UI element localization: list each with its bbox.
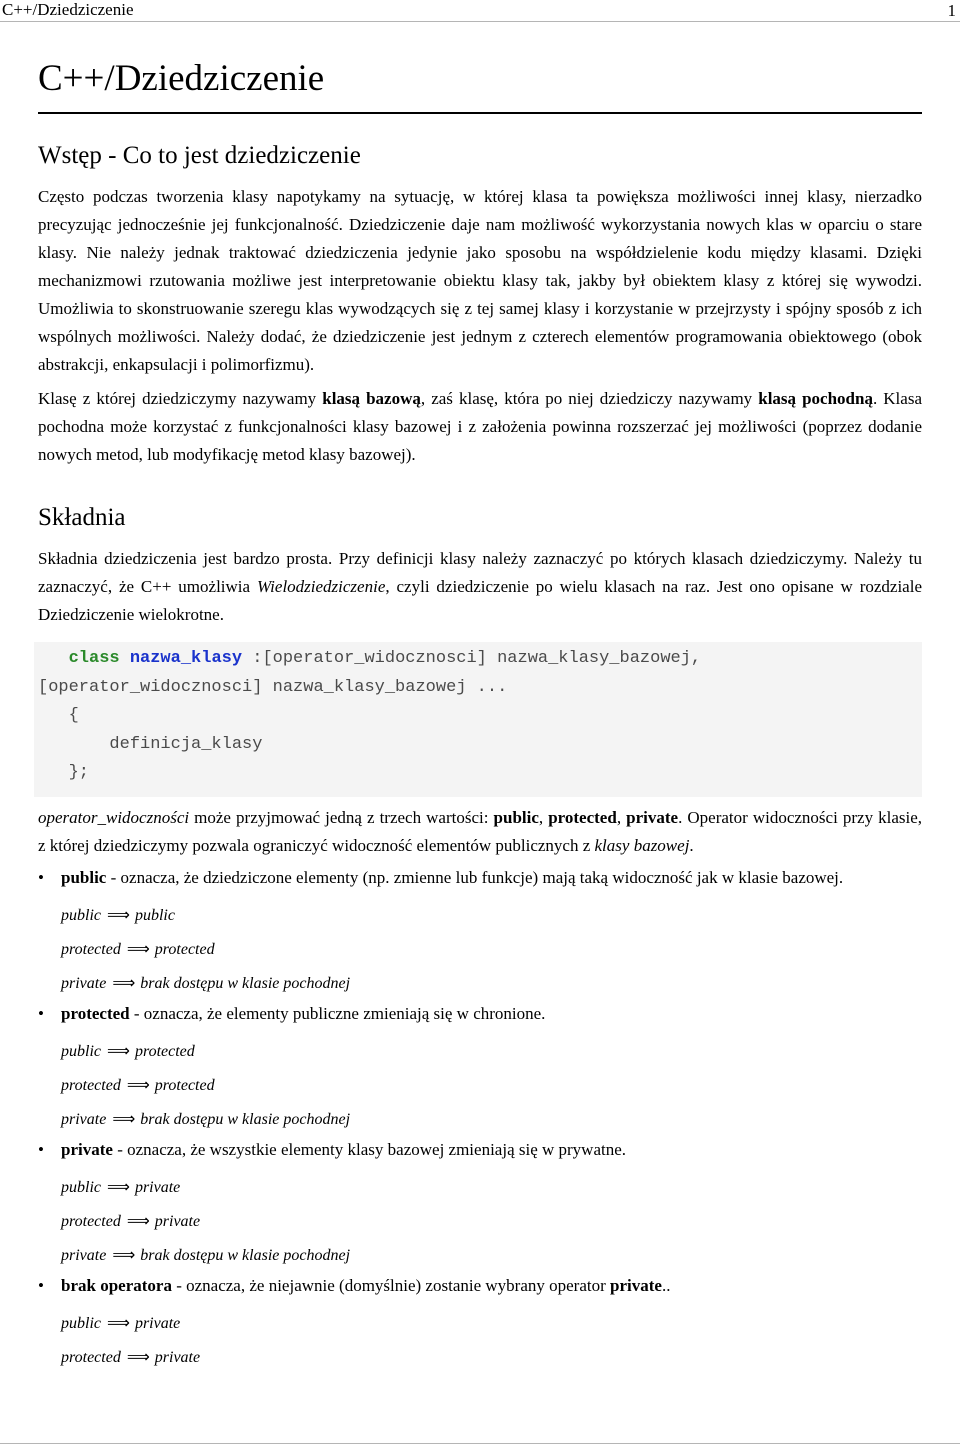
- text-run: , zaś klasę, która po niej dziedziczy nazywamy: [420, 389, 759, 408]
- footer-rule: [0, 1443, 960, 1444]
- text-run: .: [689, 835, 694, 855]
- text-run: Klasę z której dziedziczymy nazywamy: [38, 389, 323, 408]
- mapping-from: protected: [61, 1212, 121, 1230]
- text-run: ..: [661, 1275, 671, 1295]
- bullet-icon: •: [38, 1139, 44, 1159]
- double-arrow-icon: ⟹: [112, 1108, 136, 1128]
- text-run: Składnia dziedziczenia jest bardzo prosta. Przy definicji klasy należy zaznaczyć po których klasach dziedziczymy. Należy tu zaznaczyć, że C++ umożliwia: [38, 549, 922, 596]
- mapping-to: public: [134, 906, 175, 924]
- mapping-row: [61, 1340, 922, 1374]
- mapping-row: [61, 1204, 922, 1238]
- term-private: private: [626, 807, 679, 827]
- mapping-to: private: [154, 1212, 201, 1230]
- mapping-row: [61, 1068, 922, 1102]
- mapping-row: [61, 932, 922, 966]
- term-derived-class: klasą pochodną: [758, 389, 873, 408]
- code-line: [38, 645, 922, 674]
- syntax-paragraph: [38, 545, 922, 629]
- term-public: public: [493, 807, 539, 827]
- code-line: };: [38, 763, 90, 782]
- mapping-to: protected: [154, 1076, 215, 1094]
- double-arrow-icon: ⟹: [107, 904, 130, 924]
- mapping-row: [61, 1102, 922, 1136]
- page-number: 1: [947, 1, 956, 20]
- double-arrow-icon: ⟹: [126, 1210, 150, 1230]
- term-protected: protected: [548, 807, 617, 827]
- mapping-to: private: [134, 1314, 181, 1332]
- section-heading-intro: Wstęp - Co to jest dziedziczenie: [38, 142, 361, 169]
- list-item-public: [38, 864, 922, 892]
- header-rule: [0, 21, 960, 22]
- mapping-from: protected: [61, 1076, 121, 1094]
- code-line: {: [38, 706, 79, 725]
- mapping-to: private: [154, 1348, 201, 1366]
- mapping-row: [61, 1034, 922, 1068]
- item-description: - oznacza, że elementy publiczne zmieniają się w chronione.: [129, 1003, 546, 1023]
- text-run: . Klasa pochodna może korzystać z funkcjonalności klasy bazowej i z założenia powinna rozszerzać jej możliwości (poprzez dodanie nowych metod, lub modyfikację metod klasy bazowej).: [38, 389, 922, 464]
- mapping-from: public: [61, 906, 101, 924]
- term-operator: operator_widoczności: [38, 807, 190, 827]
- mapping-from: protected: [61, 940, 121, 958]
- mapping-from: private: [61, 1110, 107, 1128]
- text-run: , czyli dziedziczenie po wielu klasach na raz. Jest ono opisane w rozdziale Dziedziczenie wielokrotne.: [38, 577, 922, 624]
- term-base-class-italic: klasy bazowej: [594, 835, 690, 855]
- code-keyword: class: [68, 649, 120, 668]
- mapping-from: public: [61, 1178, 101, 1196]
- double-arrow-icon: ⟹: [126, 1346, 150, 1366]
- list-item-protected: [38, 1000, 922, 1028]
- mapping-row: [61, 1170, 922, 1204]
- code-text: :[operator_widocznosci] nazwa_klasy_bazowej,: [242, 649, 702, 668]
- bullet-icon: •: [38, 1275, 44, 1295]
- mapping-to: brak dostępu w klasie pochodnej: [140, 974, 351, 992]
- double-arrow-icon: ⟹: [126, 938, 150, 958]
- mapping-row: [61, 1306, 922, 1340]
- text-run: ,: [616, 807, 627, 827]
- item-title: public: [61, 867, 107, 887]
- list-item-private: [38, 1136, 922, 1164]
- text-run: . Operator widoczności przy klasie, z której dziedziczymy pozwala ograniczyć widoczność elementów publicznych z: [38, 807, 923, 855]
- item-description: - oznacza, że niejawnie (domyślnie) zostanie wybrany operator: [171, 1275, 611, 1295]
- intro-paragraph: Często podczas tworzenia klasy napotykamy na sytuację, w której klasa ta powiększa możliwości innej klasy, nierzadko precyzując jednocześnie jej funkcjonalność. Dziedziczenie daje nam możliwość wykorzystania nowych klas w oparciu o stare klasy. Nie należy jednak traktować dziedziczenia jedynie jako sposobu na współdzielenie kodu między klasami. Dzięki mechanizmowi rzutowania możliwe jest interpretowanie obiektu klasy tak, jakby był obiektem klasy z której się wywodzi. Umożliwia to skonstruowanie szeregu klas wywodzących się z tej samej klasy i korzystanie w przejrzysty i spójny sposób z ich wspólnych możliwości. Należy dodać, że dziedziczenie jest jednym z czterech elementów programowania obiektowego (obok abstrakcji, enkapsulacji i polimorfizmu).: [38, 187, 922, 374]
- code-block: [34, 642, 922, 797]
- text-run: ,: [538, 807, 549, 827]
- term-private: private: [610, 1275, 662, 1295]
- double-arrow-icon: ⟹: [107, 1176, 130, 1196]
- double-arrow-icon: ⟹: [126, 1074, 150, 1094]
- running-header: [0, 0, 960, 22]
- page-title: C++/Dziedziczenie: [38, 56, 922, 114]
- item-title: brak operatora: [61, 1275, 172, 1295]
- item-description: - oznacza, że wszystkie elementy klasy bazowej zmieniają się w prywatne.: [112, 1139, 627, 1159]
- operator-paragraph: [38, 804, 922, 860]
- double-arrow-icon: ⟹: [107, 1312, 130, 1332]
- mapping-to: protected: [154, 940, 215, 958]
- double-arrow-icon: ⟹: [112, 972, 136, 992]
- code-class-name: nazwa_klasy: [129, 649, 243, 668]
- text-run: może przyjmować jedną z trzech wartości:: [189, 807, 494, 827]
- item-title: private: [61, 1139, 113, 1159]
- running-header-title: C++/Dziedziczenie: [2, 0, 134, 19]
- article-content: [38, 56, 922, 1374]
- code-space: [120, 649, 130, 668]
- mapping-from: public: [61, 1042, 101, 1060]
- base-class-paragraph: [38, 385, 922, 469]
- double-arrow-icon: ⟹: [112, 1244, 136, 1264]
- section-heading-syntax: Składnia: [38, 504, 126, 531]
- mapping-from: public: [61, 1314, 101, 1332]
- mapping-from: private: [61, 974, 107, 992]
- term-base-class: klasą bazową: [322, 389, 421, 408]
- double-arrow-icon: ⟹: [107, 1040, 130, 1060]
- mapping-from: private: [61, 1246, 107, 1264]
- term-multiple-inheritance: Wielodziedziczenie: [256, 577, 386, 596]
- mapping-from: protected: [61, 1348, 121, 1366]
- mapping-to: brak dostępu w klasie pochodnej: [140, 1110, 351, 1128]
- code-line: [operator_widocznosci] nazwa_klasy_bazowej ...: [38, 677, 508, 697]
- mapping-to: protected: [134, 1042, 195, 1060]
- bullet-icon: •: [38, 1003, 44, 1023]
- code-indent: [38, 649, 69, 668]
- mapping-to: private: [134, 1178, 181, 1196]
- mapping-to: brak dostępu w klasie pochodnej: [140, 1246, 351, 1264]
- item-description: - oznacza, że dziedziczone elementy (np. zmienne lub funkcje) mają taką widoczność jak w klasie bazowej.: [106, 867, 844, 887]
- bullet-icon: •: [38, 867, 44, 887]
- item-title: protected: [61, 1003, 130, 1023]
- mapping-row: [61, 966, 922, 1000]
- list-item-no-operator: [38, 1272, 922, 1300]
- code-line: definicja_klasy: [38, 734, 263, 754]
- mapping-row: [61, 898, 922, 932]
- operator-list: [38, 864, 922, 1374]
- mapping-row: [61, 1238, 922, 1272]
